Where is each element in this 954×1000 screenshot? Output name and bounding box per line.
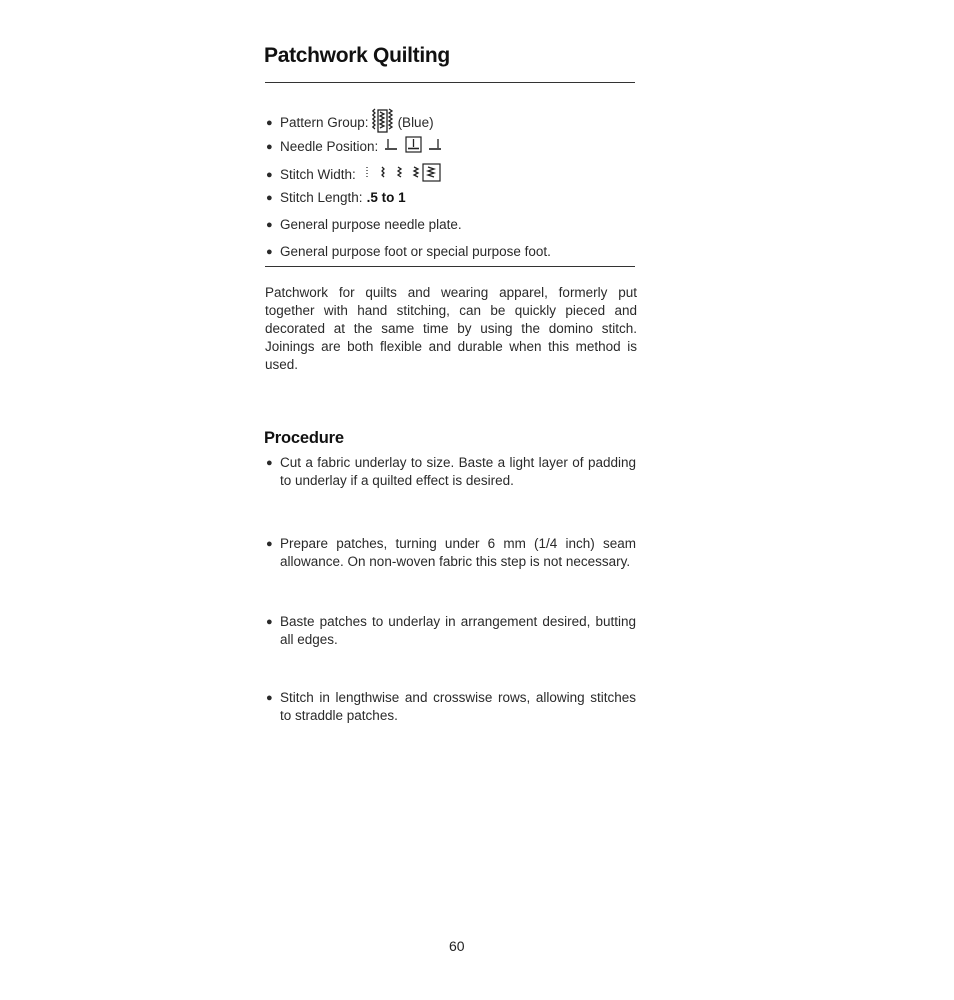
- bullet: ●: [266, 218, 273, 231]
- procedure-step-text: Prepare patches, turning under 6 mm (1/4 inch) seam allowance. On non-woven fabric this step is not necessary.: [280, 536, 636, 569]
- setting-label: Needle Position:: [280, 139, 379, 154]
- procedure-step-text: Cut a fabric underlay to size. Baste a light layer of padding to underlay if a quilted effect is desired.: [280, 455, 636, 488]
- bullet: ●: [266, 692, 273, 704]
- procedure-heading: Procedure: [264, 429, 344, 447]
- needle-position-icons: [384, 136, 444, 157]
- pattern-group-color: (Blue): [397, 115, 434, 130]
- setting-label: General purpose foot or special purpose foot.: [280, 244, 551, 259]
- pattern-group-icon: [372, 106, 394, 139]
- setting-needle-plate: [266, 217, 462, 232]
- title-rule: [265, 82, 635, 83]
- settings-rule: [265, 266, 635, 267]
- setting-foot: [266, 244, 551, 259]
- page-number: 60: [449, 938, 465, 954]
- bullet: ●: [266, 140, 273, 153]
- procedure-step: [266, 535, 636, 571]
- bullet: ●: [266, 191, 273, 204]
- bullet: ●: [266, 616, 273, 628]
- setting-label: Stitch Length:: [280, 190, 363, 205]
- procedure-step-text: Baste patches to underlay in arrangement desired, butting all edges.: [280, 614, 636, 647]
- page-title: Patchwork Quilting: [264, 44, 450, 67]
- bullet: ●: [266, 538, 273, 550]
- bullet: ●: [266, 457, 273, 469]
- bullet: ●: [266, 245, 273, 258]
- intro-paragraph: Patchwork for quilts and wearing apparel, formerly put together with hand stitching, can be quickly pieced and decorated at the same time by using the domino stitch. Joinings are both flexible and durable when this method is used.: [265, 285, 637, 372]
- setting-label: Pattern Group:: [280, 115, 369, 130]
- procedure-step-text: Stitch in lengthwise and crosswise rows, allowing stitches to straddle patches.: [280, 690, 636, 723]
- procedure-step: [266, 454, 636, 490]
- stitch-width-icons: [364, 163, 446, 186]
- bullet: ●: [266, 116, 273, 129]
- bullet: ●: [266, 168, 273, 181]
- setting-label: General purpose needle plate.: [280, 217, 462, 232]
- setting-pattern-group: [266, 106, 434, 139]
- setting-stitch-length: [266, 190, 406, 205]
- setting-needle-position: [266, 136, 444, 157]
- setting-stitch-width: [266, 163, 446, 186]
- setting-label: Stitch Width:: [280, 167, 356, 182]
- procedure-step: [266, 613, 636, 649]
- procedure-step: [266, 689, 636, 725]
- stitch-length-value: .5 to 1: [366, 190, 406, 205]
